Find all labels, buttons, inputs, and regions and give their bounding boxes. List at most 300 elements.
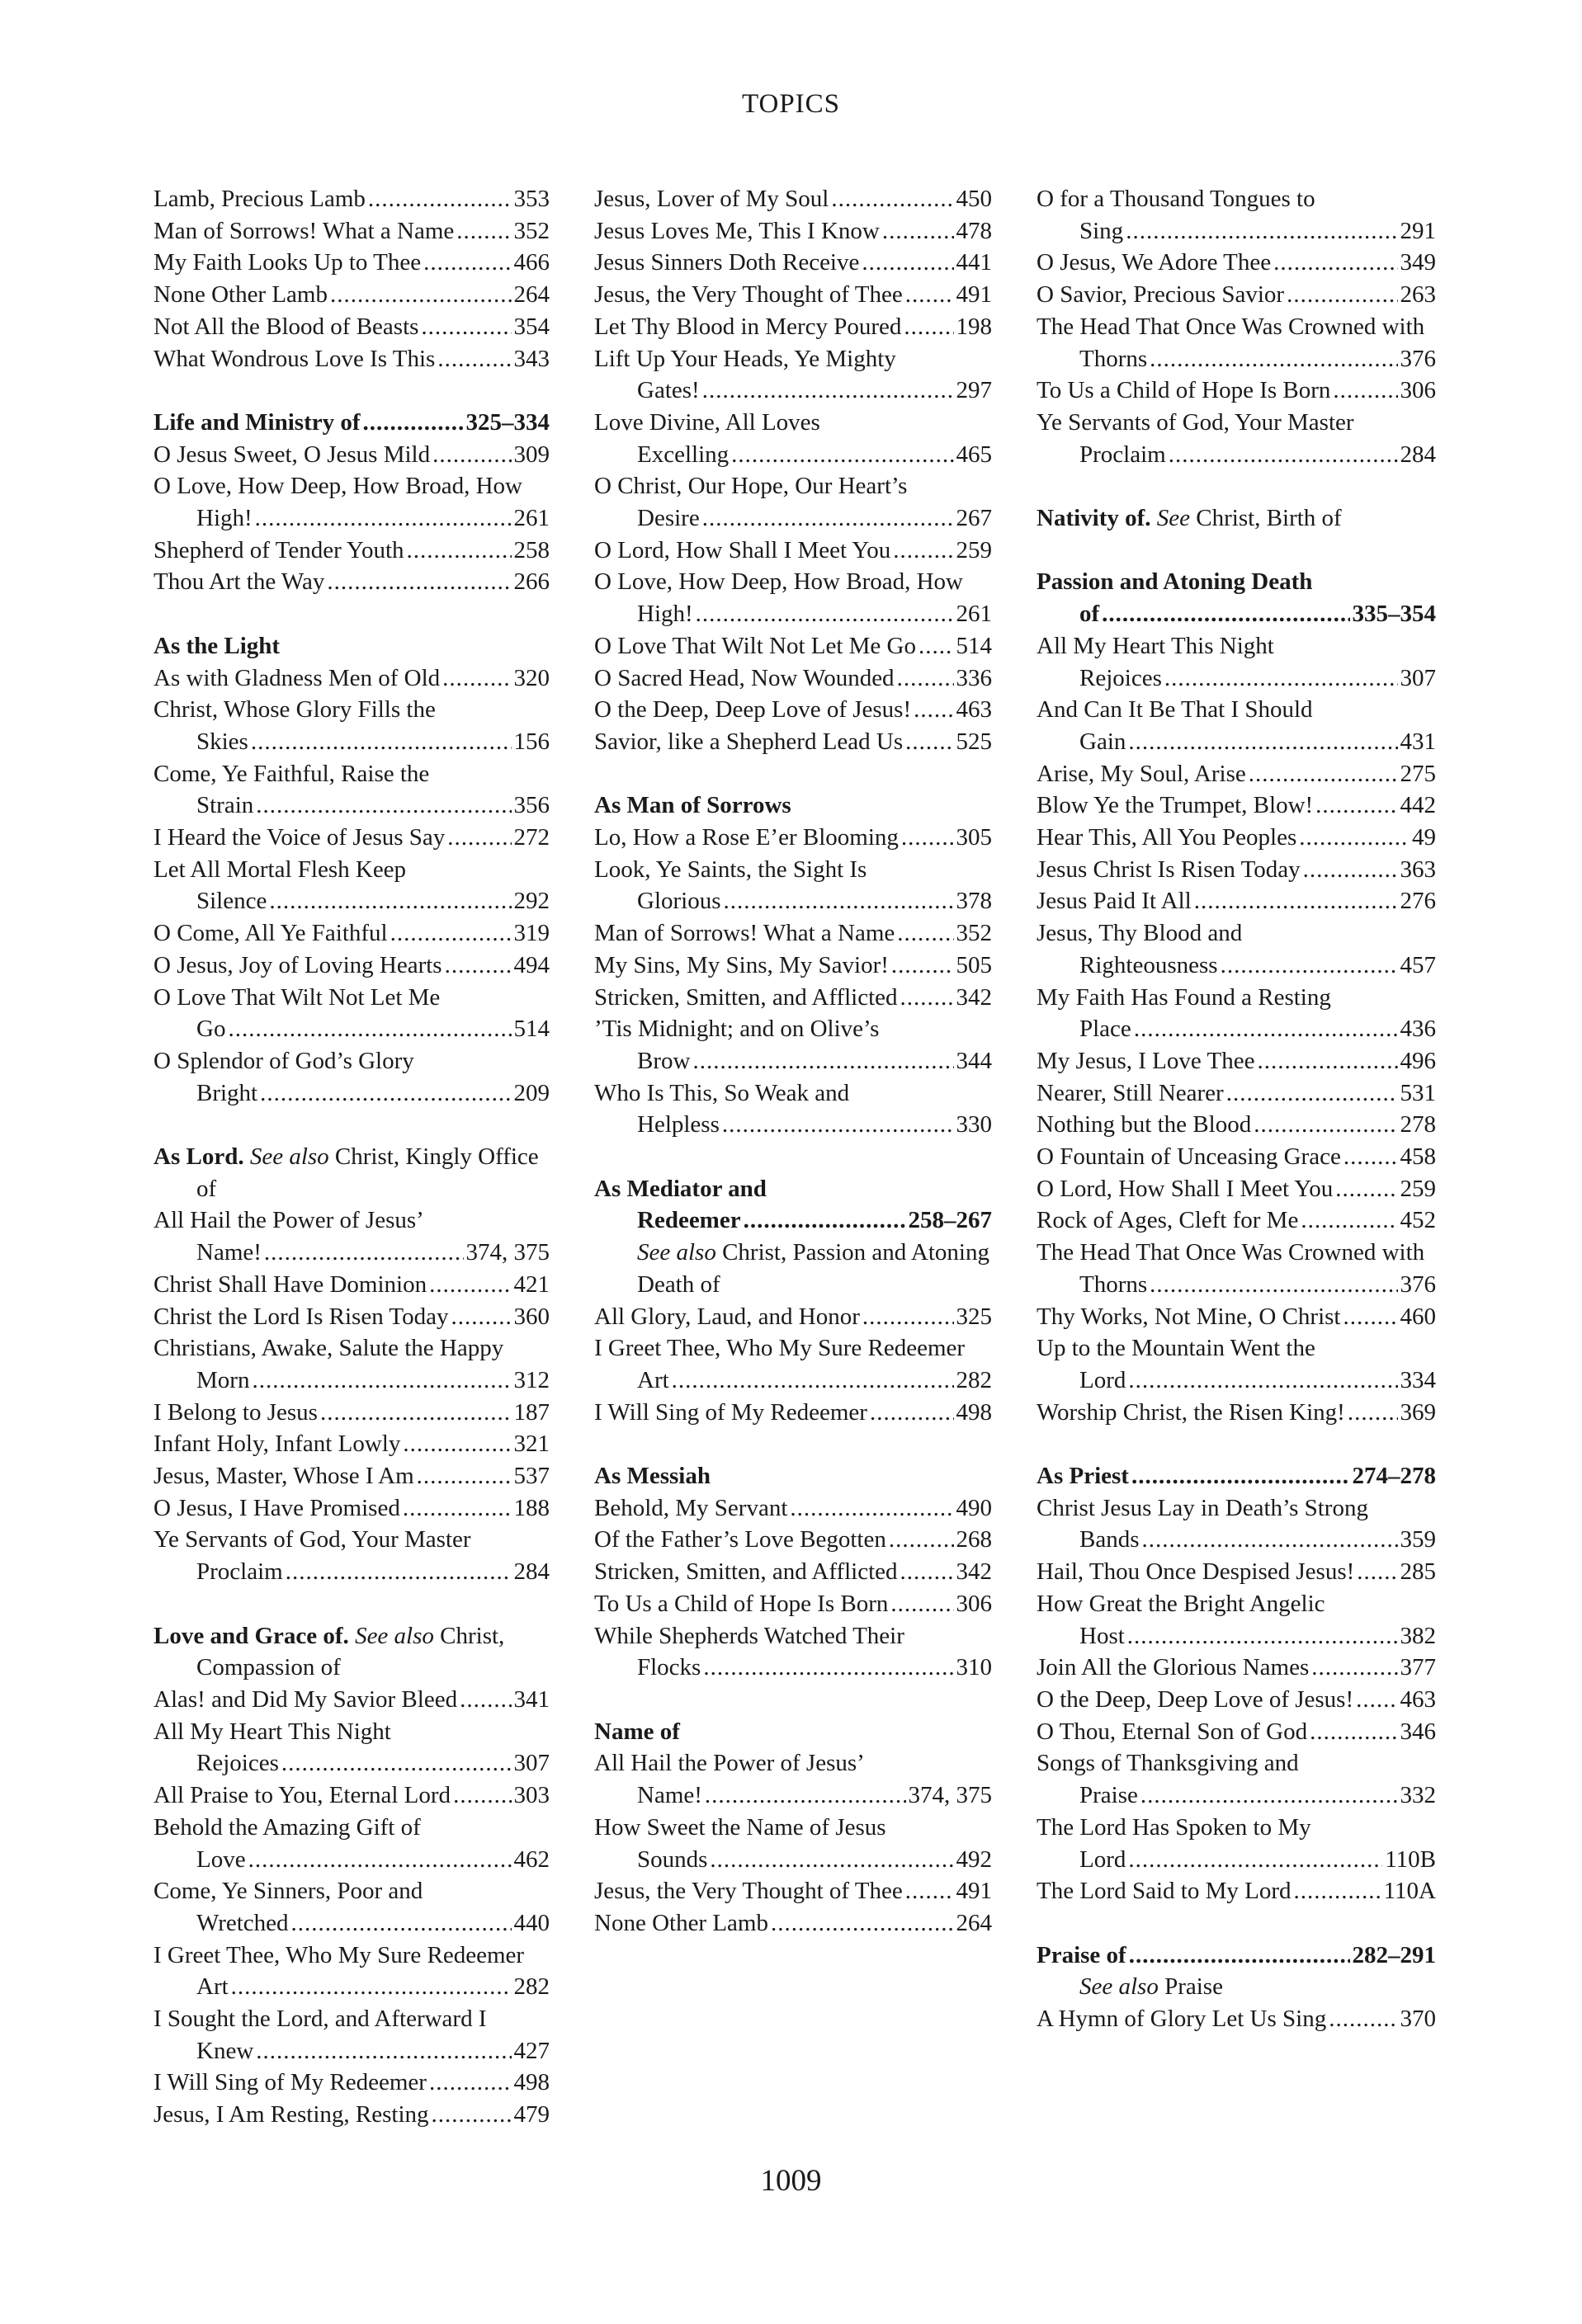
- dot-leader: [702, 375, 954, 407]
- index-column-3: [1037, 183, 1436, 2035]
- index-entry: [594, 950, 992, 982]
- dot-leader: [1311, 1652, 1397, 1684]
- entry-title: O for a Thousand Tongues to: [1037, 186, 1315, 212]
- dot-leader: [403, 1428, 511, 1460]
- dot-leader: [327, 566, 511, 598]
- dot-leader: [724, 885, 954, 917]
- entry-title-end: Nearer, Still Nearer: [1037, 1079, 1224, 1106]
- entry-line: [1037, 1780, 1436, 1812]
- hymn-number: 261: [513, 505, 550, 532]
- index-entry: [1037, 822, 1436, 854]
- entry-line: [1037, 822, 1436, 854]
- entry-line: [1037, 1045, 1436, 1077]
- dot-leader: [904, 311, 953, 343]
- dot-leader: [363, 407, 464, 439]
- entry-title-end: Thy Works, Not Mine, O Christ: [1037, 1303, 1341, 1330]
- entry-line: [1037, 885, 1436, 917]
- entry-title: Up to the Mountain Went the: [1037, 1335, 1315, 1362]
- page-number: 1009: [760, 2164, 822, 2198]
- entry-title-end: Art: [637, 1366, 669, 1393]
- index-entry: [153, 279, 550, 311]
- spacer: [1037, 535, 1436, 567]
- entry-title-end: Place: [1079, 1016, 1131, 1043]
- index-entry: [594, 1492, 992, 1525]
- entry-title-end: O Jesus, Joy of Loving Hearts: [153, 951, 442, 978]
- entry-line: [1037, 1716, 1436, 1748]
- dot-leader: [417, 1460, 512, 1492]
- dot-leader: [281, 1747, 512, 1780]
- hymn-number: 349: [1400, 249, 1436, 276]
- hymn-number: 462: [513, 1846, 550, 1873]
- entry-title: How Sweet the Name of Jesus: [594, 1813, 886, 1841]
- hymn-number: 463: [956, 696, 992, 724]
- index-entry: [153, 2067, 550, 2099]
- entry-line: [594, 215, 992, 247]
- index-entry: [1037, 917, 1436, 981]
- index-entry: [153, 1492, 550, 1525]
- hymn-number: 258–267: [908, 1207, 992, 1234]
- topic-heading: [153, 407, 550, 439]
- topic-heading: [1037, 502, 1436, 535]
- entry-title: ’Tis Midnight; and on Olive’s: [594, 1016, 880, 1043]
- heading-title: As Man of Sorrows: [594, 792, 791, 819]
- dot-leader: [330, 279, 512, 311]
- entry-title-end: O Jesus, We Adore Thee: [1037, 249, 1272, 276]
- entry-line: [594, 535, 992, 567]
- entry-line: [153, 1013, 550, 1045]
- index-entry: [594, 183, 992, 215]
- entry-title-end: Sounds: [637, 1846, 708, 1873]
- hymn-number: 310: [956, 1654, 992, 1681]
- hymn-number: 330: [956, 1111, 992, 1138]
- entry-line: [153, 1844, 550, 1876]
- index-entry: [153, 439, 550, 471]
- index-entry: [594, 630, 992, 662]
- dot-leader: [1128, 1365, 1397, 1397]
- hymn-number: 110A: [1383, 1878, 1436, 1905]
- entry-title-end: Join All the Glorious Names: [1037, 1654, 1310, 1681]
- index-entry: [594, 470, 992, 534]
- dot-leader: [731, 439, 953, 471]
- entry-title: Christ, Whose Glory Fills the: [153, 696, 436, 724]
- index-entry: [1037, 2003, 1436, 2035]
- dot-leader: [744, 1204, 906, 1237]
- entry-line: [594, 375, 992, 407]
- index-entry: [153, 247, 550, 279]
- hymn-number: 285: [1400, 1558, 1436, 1586]
- entry-title-end: O Lord, How Shall I Meet You: [594, 536, 891, 563]
- hymn-number: 427: [513, 2037, 550, 2064]
- hymn-number: 342: [956, 1558, 992, 1586]
- entry-line: [1037, 1173, 1436, 1205]
- entry-title-end: Rejoices: [1079, 664, 1162, 691]
- hymn-number: 267: [956, 505, 992, 532]
- dot-leader: [291, 1907, 512, 1940]
- dot-leader: [696, 598, 954, 630]
- entry-title: All Hail the Power of Jesus’: [153, 1207, 424, 1234]
- index-entry: [153, 535, 550, 567]
- index-entry: [1037, 375, 1436, 407]
- entry-line: [153, 1492, 550, 1525]
- hymn-number: 514: [513, 1016, 550, 1043]
- dot-leader: [1128, 726, 1397, 758]
- entry-title-end: Hail, Thou Once Despised Jesus!: [1037, 1558, 1355, 1586]
- entry-line: [1037, 1844, 1436, 1876]
- entry-title-end: of: [1079, 601, 1100, 628]
- entry-title-end: Bands: [1079, 1526, 1140, 1553]
- index-entry: [594, 1747, 992, 1811]
- topic-heading: [1037, 1940, 1436, 2003]
- dot-leader: [897, 662, 954, 695]
- index-entry: [594, 854, 992, 917]
- hymn-number: 306: [956, 1590, 992, 1617]
- entry-title-end: My Faith Looks Up to Thee: [153, 249, 422, 276]
- entry-title-end: Lord: [1079, 1366, 1126, 1393]
- entry-title: O Love That Wilt Not Let Me: [153, 983, 441, 1011]
- dot-leader: [451, 1301, 512, 1333]
- entry-title-end: Art: [196, 1973, 229, 2001]
- entry-title-end: None Other Lamb: [153, 281, 328, 309]
- entry-title: The Lord Has Spoken to My: [1037, 1813, 1311, 1841]
- entry-line: [153, 1269, 550, 1301]
- index-entry: [594, 726, 992, 758]
- entry-title-end: Behold, My Servant: [594, 1494, 788, 1521]
- hymn-number: 460: [1400, 1303, 1436, 1330]
- entry-title-end: Thorns: [1079, 1270, 1148, 1298]
- see-also-label: See also: [637, 1239, 716, 1266]
- entry-line: [1037, 2003, 1436, 2035]
- index-entry: [1037, 854, 1436, 886]
- dot-leader: [914, 694, 953, 726]
- entry-title-end: Thorns: [1079, 345, 1148, 372]
- entry-title-end: Desire: [637, 505, 700, 532]
- entry-line: [594, 439, 992, 471]
- entry-title-end: O the Deep, Deep Love of Jesus!: [1037, 1686, 1354, 1713]
- entry-line: [1037, 854, 1436, 886]
- dot-leader: [1134, 1013, 1398, 1045]
- entry-line: [153, 885, 550, 917]
- dot-leader: [831, 183, 953, 215]
- index-entry: [1037, 183, 1436, 247]
- dot-leader: [710, 1844, 953, 1876]
- hymn-number: 110B: [1385, 1846, 1436, 1873]
- entry-title-end: High!: [196, 505, 253, 532]
- hymn-number: 188: [513, 1494, 550, 1521]
- hymn-number: 341: [513, 1685, 550, 1713]
- hymn-number: 352: [513, 217, 550, 244]
- entry-title: Christ Jesus Lay in Death’s Strong: [1037, 1494, 1368, 1521]
- index-entry: [594, 822, 992, 854]
- dot-leader: [255, 502, 512, 535]
- entry-line: [594, 502, 992, 535]
- index-entry: [1037, 1812, 1436, 1875]
- index-entry: [594, 566, 992, 629]
- entry-title-end: Proclaim: [196, 1558, 283, 1586]
- entry-line: [153, 726, 550, 758]
- entry-title-end: Stricken, Smitten, and Afflicted: [594, 983, 898, 1011]
- entry-line: [594, 1844, 992, 1876]
- hymn-number: 306: [1400, 377, 1436, 404]
- entry-line: [153, 2035, 550, 2067]
- spacer: [153, 1109, 550, 1141]
- index-entry: [153, 694, 550, 757]
- hymn-number: 421: [513, 1270, 550, 1298]
- hymn-number: 303: [513, 1782, 550, 1809]
- dot-leader: [771, 1907, 954, 1940]
- hymn-number: 321: [513, 1431, 550, 1458]
- hymn-number: 307: [1400, 664, 1436, 691]
- dot-leader: [264, 1237, 464, 1269]
- index-entry: [1037, 1045, 1436, 1077]
- entry-title-end: Redeemer: [637, 1207, 741, 1234]
- topic-heading: [594, 1173, 992, 1301]
- entry-title-end: Jesus Paid It All: [1037, 888, 1192, 915]
- entry-title-end: Flocks: [637, 1654, 701, 1681]
- entry-title: Jesus, Thy Blood and: [1037, 920, 1243, 947]
- hymn-number: 342: [956, 983, 992, 1011]
- entry-title: And Can It Be That I Should: [1037, 696, 1313, 724]
- entry-line: [594, 1652, 992, 1684]
- hymn-number: 284: [513, 1558, 550, 1586]
- hymn-number: 382: [1400, 1622, 1436, 1649]
- entry-title-end: Jesus Loves Me, This I Know: [594, 217, 880, 244]
- hymn-number: 264: [513, 281, 550, 309]
- entry-line: [594, 1780, 992, 1812]
- hymn-number: 268: [956, 1526, 992, 1553]
- hymn-number: 266: [513, 568, 550, 596]
- hymn-number: 346: [1400, 1718, 1436, 1745]
- entry-line: [153, 917, 550, 950]
- hymn-number: 320: [513, 664, 550, 691]
- heading-title: As Lord. See also Christ, Kingly Office of: [153, 1143, 539, 1202]
- index-entry: [153, 662, 550, 695]
- hymn-number: 496: [1400, 1047, 1436, 1074]
- index-entry: [153, 1524, 550, 1587]
- entry-line: [1037, 1301, 1436, 1333]
- entry-title-end: Stricken, Smitten, and Afflicted: [594, 1558, 898, 1586]
- hymn-number: 356: [513, 792, 550, 819]
- hymn-number: 187: [513, 1398, 550, 1426]
- entry-title-end: Helpless: [637, 1111, 720, 1138]
- entry-line: [153, 1077, 550, 1110]
- index-entry: [594, 247, 992, 279]
- entry-line: [153, 1397, 550, 1429]
- entry-title-end: Glorious: [637, 888, 721, 915]
- dot-leader: [1344, 1141, 1398, 1173]
- dot-leader: [889, 1524, 954, 1556]
- dot-leader: [1140, 1780, 1398, 1812]
- dot-leader: [437, 343, 511, 375]
- entry-line: [594, 885, 992, 917]
- heading-title: Love and Grace of. See also Christ, Compassion of: [153, 1622, 505, 1681]
- entry-title-end: Excelling: [637, 441, 730, 468]
- entry-title-end: Shepherd of Tender Youth: [153, 536, 404, 563]
- topic-heading: [1037, 566, 1436, 629]
- dot-leader: [228, 1013, 511, 1045]
- index-entry: [153, 1204, 550, 1268]
- cross-reference: [594, 1237, 992, 1300]
- index-entry: [153, 1875, 550, 1939]
- dot-leader: [456, 215, 511, 247]
- entry-line: [153, 2099, 550, 2131]
- topic-heading: [153, 1620, 550, 1684]
- index-entry: [594, 1812, 992, 1875]
- see-also-label: See also: [355, 1622, 434, 1649]
- entry-line: [153, 1460, 550, 1492]
- dot-leader: [447, 822, 511, 854]
- dot-leader: [901, 822, 954, 854]
- dot-leader: [403, 1492, 512, 1525]
- entry-title-end: A Hymn of Glory Let Us Sing: [1037, 2006, 1327, 2033]
- entry-title-end: High!: [637, 601, 693, 628]
- dot-leader: [1127, 1620, 1398, 1652]
- entry-title-end: Lord: [1079, 1846, 1126, 1873]
- hymn-number: 353: [513, 186, 550, 212]
- dot-leader: [1357, 1556, 1397, 1588]
- entry-line: [1037, 1460, 1436, 1492]
- hymn-number: 463: [1400, 1686, 1436, 1713]
- dot-leader: [432, 439, 511, 471]
- entry-line: [594, 917, 992, 950]
- entry-title-end: Alas! and Did My Savior Bleed: [153, 1685, 458, 1713]
- hymn-number: 284: [1400, 441, 1436, 468]
- hymn-number: 359: [1400, 1526, 1436, 1553]
- hymn-number: 377: [1400, 1654, 1436, 1681]
- dot-leader: [905, 1875, 954, 1907]
- dot-leader: [882, 215, 954, 247]
- spacer: [594, 1141, 992, 1173]
- index-entry: [153, 1812, 550, 1875]
- entry-title-end: Jesus, I Am Resting, Resting: [153, 2101, 429, 2128]
- hymn-number: 376: [1400, 345, 1436, 372]
- dot-leader: [1254, 1109, 1397, 1141]
- entry-title: How Great the Bright Angelic: [1037, 1590, 1325, 1617]
- entry-line: [153, 950, 550, 982]
- entry-title-end: I Heard the Voice of Jesus Say: [153, 824, 446, 851]
- entry-title: O Love, How Deep, How Broad, How: [153, 473, 522, 500]
- entry-line: [153, 535, 550, 567]
- entry-title-end: Strain: [196, 792, 254, 819]
- spacer: [153, 375, 550, 407]
- entry-line: [153, 1780, 550, 1812]
- entry-line: [594, 1588, 992, 1620]
- topic-heading: [1037, 1460, 1436, 1492]
- hymn-number: 442: [1400, 792, 1436, 819]
- index-entry: [153, 950, 550, 982]
- entry-title-end: Let Thy Blood in Mercy Poured: [594, 313, 902, 340]
- see-also-target: Christ, Birth of: [1196, 505, 1342, 532]
- dot-leader: [1129, 1940, 1350, 1972]
- hymn-number: 458: [1400, 1143, 1436, 1171]
- entry-line: [1037, 215, 1436, 247]
- entry-title-end: My Jesus, I Love Thee: [1037, 1047, 1255, 1074]
- see-also-target: Christ, Compassion of: [196, 1622, 505, 1681]
- hymn-number: 378: [956, 888, 992, 915]
- entry-title: Look, Ye Saints, the Sight Is: [594, 856, 867, 883]
- dot-leader: [1142, 1524, 1398, 1556]
- entry-line: [1037, 1524, 1436, 1556]
- entry-line: [594, 1492, 992, 1525]
- index-entry: [1037, 885, 1436, 917]
- entry-title-end: What Wondrous Love Is This: [153, 345, 436, 372]
- dot-leader: [1287, 279, 1397, 311]
- entry-title-end: Hear This, All You Peoples: [1037, 824, 1297, 851]
- hymn-number: 537: [513, 1463, 550, 1490]
- entry-title: I Greet Thee, Who My Sure Redeemer: [153, 1941, 525, 1968]
- entry-line: [1037, 375, 1436, 407]
- hymn-number: 374, 375: [465, 1239, 550, 1266]
- index-entry: [153, 2003, 550, 2067]
- entry-title: Love Divine, All Loves: [594, 408, 820, 436]
- entry-line: [594, 822, 992, 854]
- hymn-number: 307: [513, 1750, 550, 1777]
- hymn-number: 525: [956, 728, 992, 755]
- index-entry: [153, 854, 550, 917]
- index-entry: [153, 183, 550, 215]
- entry-title: O Christ, Our Hope, Our Heart’s: [594, 473, 908, 500]
- hymn-number: 282–291: [1352, 1941, 1436, 1968]
- index-entry: [1037, 1109, 1436, 1141]
- hymn-number: 344: [956, 1047, 992, 1074]
- entry-title: Lift Up Your Heads, Ye Mighty: [594, 345, 896, 372]
- hymn-number: 440: [513, 1909, 550, 1936]
- entry-title: All My Heart This Night: [153, 1718, 391, 1745]
- entry-line: [1037, 1875, 1436, 1907]
- index-entry: [153, 470, 550, 534]
- dot-leader: [1299, 822, 1410, 854]
- dot-leader: [429, 1269, 511, 1301]
- entry-line: [594, 726, 992, 758]
- dot-leader: [692, 1045, 953, 1077]
- entry-title-end: As Priest: [1037, 1463, 1129, 1490]
- dot-leader: [790, 1492, 953, 1525]
- dot-leader: [1303, 854, 1398, 886]
- index-entry: [1037, 630, 1436, 694]
- entry-title-end: O Love That Wilt Not Let Me Go: [594, 632, 916, 659]
- entry-title-end: Jesus Christ Is Risen Today: [1037, 856, 1301, 883]
- index-entry: [1037, 1301, 1436, 1333]
- index-entry: [153, 1716, 550, 1780]
- dot-leader: [256, 2035, 511, 2067]
- spacer: [594, 1428, 992, 1460]
- entry-line: [594, 1556, 992, 1588]
- dot-leader: [1257, 1045, 1397, 1077]
- entry-title-end: Nothing but the Blood: [1037, 1111, 1252, 1138]
- dot-leader: [702, 502, 954, 535]
- hymn-number: 325: [956, 1303, 992, 1330]
- dot-leader: [919, 630, 954, 662]
- entry-line: [1037, 1013, 1436, 1045]
- entry-line: [153, 1971, 550, 2003]
- dot-leader: [1164, 662, 1398, 695]
- hymn-number: 354: [513, 313, 550, 340]
- entry-title-end: The Lord Said to My Lord: [1037, 1878, 1292, 1905]
- entry-title-end: Rejoices: [196, 1750, 279, 1777]
- index-entry: [594, 1556, 992, 1588]
- entry-line: [594, 1109, 992, 1141]
- index-entry: [594, 1620, 992, 1684]
- entry-line: [153, 1684, 550, 1716]
- see-also-target: Praise: [1164, 1973, 1223, 2001]
- entry-title: My Faith Has Found a Resting: [1037, 983, 1331, 1011]
- entry-title: O Love, How Deep, How Broad, How: [594, 568, 963, 596]
- entry-line: [1037, 758, 1436, 790]
- entry-line: [594, 1907, 992, 1940]
- hymn-number: 490: [956, 1494, 992, 1521]
- hymn-number: 291: [1400, 217, 1436, 244]
- index-entry: [594, 343, 992, 407]
- dot-leader: [231, 1971, 512, 2003]
